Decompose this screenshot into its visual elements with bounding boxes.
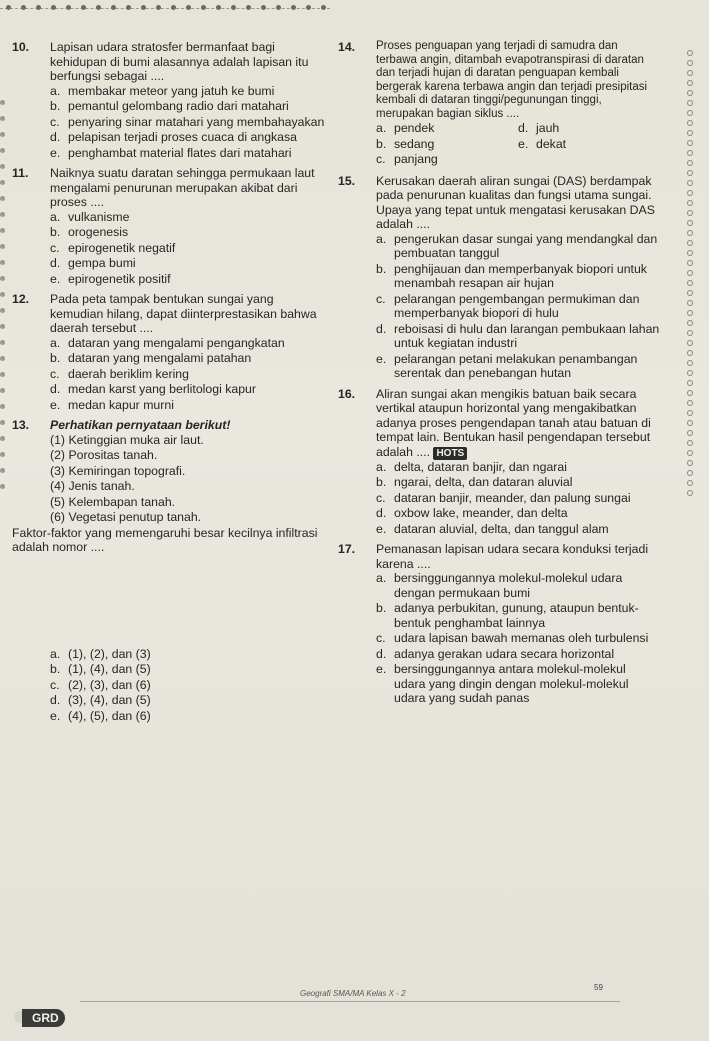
binding-hole — [687, 180, 693, 186]
binding-hole — [0, 308, 5, 313]
option-text: udara lapisan bawah memanas oleh turbulensi — [394, 631, 649, 645]
question-number: 17. — [338, 542, 356, 556]
option-d[interactable] — [376, 322, 660, 351]
option-label: b. — [50, 225, 61, 239]
binding-hole — [0, 228, 5, 233]
binding-hole — [687, 210, 693, 216]
option-text: penghambat material flates dari matahari — [68, 145, 292, 160]
binding-hole — [687, 70, 693, 76]
option-c[interactable] — [376, 152, 518, 167]
options — [12, 336, 330, 413]
option-c[interactable] — [376, 631, 660, 646]
option-c[interactable] — [376, 292, 660, 321]
binding-hole — [0, 212, 5, 217]
option-b[interactable] — [376, 601, 660, 630]
option-label: e. — [376, 521, 387, 536]
binding-dot — [36, 5, 41, 10]
binding-hole — [0, 388, 5, 393]
option-text: penghijauan dan memperbanyak biopori untuk menambah resapan air hujan — [394, 261, 647, 290]
option-label: e. — [50, 145, 61, 160]
option-label: c. — [376, 152, 386, 166]
option-b[interactable] — [50, 662, 330, 677]
binding-dot — [216, 5, 221, 10]
footer-divider — [80, 1001, 620, 1002]
option-a[interactable] — [376, 571, 660, 600]
question-number: 14. — [338, 40, 356, 54]
question-12 — [12, 292, 330, 412]
option-label: c. — [50, 240, 60, 255]
question-17 — [338, 542, 660, 706]
option-label: d. — [50, 256, 61, 270]
options — [338, 571, 660, 706]
binding-hole — [687, 160, 693, 166]
binding-dot — [141, 5, 146, 10]
option-b[interactable] — [376, 262, 660, 291]
option-text: sedang — [394, 136, 435, 151]
binding-hole — [0, 324, 5, 329]
option-label: c. — [50, 366, 60, 381]
option-text: pemantul gelombang radio dari matahari — [68, 99, 289, 113]
binding-hole — [687, 140, 693, 146]
binding-dot — [231, 5, 236, 10]
binding-hole — [0, 100, 5, 105]
option-c[interactable] — [50, 678, 330, 693]
option-d[interactable] — [50, 693, 330, 708]
option-label: a. — [50, 646, 61, 661]
binding-hole — [0, 420, 5, 425]
option-label: d. — [376, 506, 387, 520]
option-text: vulkanisme — [68, 209, 130, 224]
binding-hole — [687, 190, 693, 196]
option-text: adanya perbukitan, gunung, ataupun bentuk-bentuk penghambat lainnya — [394, 601, 639, 630]
binding-hole — [687, 280, 693, 286]
right-column — [338, 40, 660, 712]
option-label: e. — [50, 397, 61, 412]
options — [338, 460, 660, 537]
question-15 — [338, 174, 660, 381]
binding-hole — [687, 290, 693, 296]
option-label: a. — [376, 571, 387, 585]
options — [338, 232, 660, 381]
page-footer — [0, 971, 709, 1041]
binding-dot — [96, 5, 101, 10]
binding-dot — [21, 5, 26, 10]
question-text: Proses penguapan yang terjadi di samudra dan terbawa angin, ditambah evapotranspirasi di daratan dan terjadi hujan di daratan penguapan kembali bergerak karena terbawa angin dan terjadi presipitasi kembali di dataran tinggi/pegunungan tinggi, merupakan bagian siklus .... — [376, 40, 648, 120]
binding-hole — [0, 148, 5, 153]
option-a[interactable] — [376, 460, 660, 475]
question-14 — [338, 40, 660, 168]
binding-hole — [687, 100, 693, 106]
question-16 — [338, 387, 660, 537]
binding-hole — [687, 440, 693, 446]
binding-hole — [687, 260, 693, 266]
question-number: 16. — [338, 386, 356, 401]
option-text: (4), (5), dan (6) — [68, 708, 151, 723]
option-label: d. — [50, 693, 61, 707]
option-e[interactable] — [50, 398, 330, 413]
options — [12, 647, 330, 724]
option-text: delta, dataran banjir, dan ngarai — [394, 459, 567, 474]
option-c[interactable] — [50, 241, 330, 256]
option-text: membakar meteor yang jatuh ke bumi — [68, 83, 275, 98]
statement-item: (5) Kelembapan tanah. — [50, 494, 176, 509]
binding-hole — [687, 450, 693, 456]
binding-dot — [156, 5, 161, 10]
binding-hole — [687, 350, 693, 356]
binding-hole — [0, 116, 5, 121]
option-label: a. — [376, 231, 387, 246]
binding-hole — [0, 356, 5, 361]
option-b[interactable] — [376, 137, 518, 152]
option-a[interactable] — [50, 210, 330, 225]
option-label: d. — [376, 321, 387, 336]
option-b[interactable] — [376, 475, 660, 490]
binding-dot — [276, 5, 281, 10]
option-b[interactable] — [50, 351, 330, 366]
option-label: b. — [376, 475, 387, 489]
hots-badge: HOTS — [433, 447, 467, 460]
option-label: c. — [376, 631, 386, 645]
option-text: dekat — [536, 136, 567, 151]
statement-list — [12, 433, 330, 525]
binding-hole — [687, 230, 693, 236]
binding-hole — [0, 260, 5, 265]
binding-hole — [687, 370, 693, 376]
binding-hole — [687, 400, 693, 406]
question-text: Lapisan udara stratosfer bermanfaat bagi kehidupan di bumi alasannya adalah lapisan itu berfungsi sebagai .... — [50, 40, 309, 83]
option-label: b. — [376, 601, 387, 615]
question-number: 10. — [12, 40, 30, 54]
option-text: adanya gerakan udara secara horizontal — [394, 646, 615, 661]
option-text: pelarangan petani melakukan penambangan serentak dan penebangan hutan — [394, 351, 638, 380]
option-c[interactable] — [376, 491, 660, 506]
option-text: dataran banjir, meander, dan palung sungai — [394, 490, 631, 505]
option-label: b. — [50, 351, 61, 365]
brand-logo: GRD — [22, 1009, 65, 1027]
option-label: c. — [376, 291, 386, 306]
option-text: ngarai, delta, dan dataran aluvial — [394, 475, 573, 489]
option-d[interactable] — [376, 647, 660, 662]
option-text: penyaring sinar matahari yang membahayakan — [68, 114, 325, 129]
binding-hole — [687, 110, 693, 116]
binding-hole — [687, 460, 693, 466]
binding-hole — [0, 196, 5, 201]
question-number: 11. — [12, 166, 29, 180]
option-text: oxbow lake, meander, dan delta — [394, 506, 568, 520]
option-label: b. — [50, 662, 61, 676]
binding-hole — [0, 244, 5, 249]
binding-hole — [0, 372, 5, 377]
option-label: d. — [518, 121, 529, 135]
binding-hole — [687, 50, 693, 56]
binding-holes-right — [687, 50, 699, 500]
binding-strip — [0, 8, 330, 18]
option-text: bersinggungannya molekul-molekul udara dengan permukaan bumi — [394, 571, 623, 600]
option-c[interactable] — [50, 367, 330, 382]
binding-hole — [687, 200, 693, 206]
option-b[interactable] — [50, 225, 330, 240]
option-d[interactable] — [376, 506, 660, 521]
page-number: 59 — [594, 983, 603, 992]
binding-dot — [186, 5, 191, 10]
option-c[interactable] — [50, 115, 330, 130]
binding-hole — [687, 270, 693, 276]
binding-hole — [687, 300, 693, 306]
binding-hole — [687, 150, 693, 156]
option-e[interactable] — [50, 146, 330, 161]
option-a[interactable] — [50, 336, 330, 351]
question-text: Aliran sungai akan mengikis batuan baik secara vertikal ataupun horizontal yang mengakibatkan adanya proses pengendapan tanah atau batuan di tempat lain. Bentukan hasil pengendapan tersebut adalah .... — [376, 386, 651, 459]
option-e[interactable] — [50, 272, 330, 287]
binding-dot — [81, 5, 86, 10]
binding-dot — [51, 5, 56, 10]
answer-space — [50, 561, 300, 641]
option-d[interactable] — [50, 256, 330, 271]
option-label: e. — [50, 271, 61, 286]
option-label: c. — [50, 114, 60, 129]
binding-hole — [687, 380, 693, 386]
binding-dot — [306, 5, 311, 10]
option-text: pengerukan dasar sungai yang mendangkal dan pembuatan tanggul — [394, 231, 658, 260]
binding-hole — [687, 250, 693, 256]
option-a[interactable] — [376, 121, 518, 136]
binding-hole — [0, 180, 5, 185]
question-10 — [12, 40, 330, 160]
option-text: reboisasi di hulu dan larangan pembukaan lahan untuk kegiatan industri — [394, 321, 660, 350]
binding-hole — [687, 120, 693, 126]
binding-hole — [0, 276, 5, 281]
option-text: (1), (2), dan (3) — [68, 646, 151, 661]
option-d[interactable] — [518, 121, 660, 136]
statement-item: (4) Jenis tanah. — [50, 479, 135, 493]
binding-hole — [0, 452, 5, 457]
option-text: medan karst yang berlitologi kapur — [68, 382, 256, 396]
binding-hole — [687, 430, 693, 436]
option-text: pendek — [394, 121, 435, 135]
options — [12, 84, 330, 161]
left-column — [12, 40, 330, 729]
binding-dot — [291, 5, 296, 10]
binding-hole — [687, 480, 693, 486]
option-text: (2), (3), dan (6) — [68, 677, 151, 692]
option-text: (1), (4), dan (5) — [68, 662, 151, 676]
binding-dot — [261, 5, 266, 10]
question-closing: Faktor-faktor yang memengaruhi besar kecilnya infiltrasi adalah nomor .... — [12, 525, 318, 554]
option-text: dataran aluvial, delta, dan tanggul alam — [394, 521, 609, 536]
binding-hole — [687, 330, 693, 336]
option-e[interactable] — [376, 662, 660, 706]
option-label: e. — [376, 662, 387, 676]
option-text: dataran yang mengalami patahan — [68, 351, 252, 365]
option-text: (3), (4), dan (5) — [68, 693, 151, 707]
question-text: Perhatikan pernyataan berikut! — [50, 418, 231, 432]
option-label: c. — [50, 677, 60, 692]
options — [338, 121, 660, 168]
binding-hole — [0, 292, 5, 297]
option-label: b. — [376, 261, 387, 276]
statement-item: (6) Vegetasi penutup tanah. — [50, 510, 202, 524]
question-number: 15. — [338, 173, 356, 188]
binding-hole — [687, 220, 693, 226]
binding-hole — [687, 90, 693, 96]
question-number: 12. — [12, 292, 30, 306]
question-text: Pemanasan lapisan udara secara konduksi terjadi karena .... — [376, 542, 649, 571]
option-text: gempa bumi — [68, 256, 136, 270]
option-label: a. — [50, 83, 61, 98]
option-a[interactable] — [376, 232, 660, 261]
binding-hole — [687, 470, 693, 476]
option-d[interactable] — [50, 130, 330, 145]
binding-dot — [126, 5, 131, 10]
option-text: bersinggungannya antara molekul-molekul udara yang dingin dengan molekul-molekul udara yang sudah panas — [394, 662, 629, 705]
option-text: epirogenetik negatif — [68, 240, 176, 255]
option-text: pelarangan pengembangan permukiman dan memperbanyak biopori di hulu — [394, 291, 640, 320]
question-text: Naiknya suatu daratan sehingga permukaan laut mengalami penurunan merupakan akibat dari proses .... — [50, 166, 315, 209]
binding-hole — [687, 390, 693, 396]
options — [12, 210, 330, 287]
option-e[interactable] — [518, 137, 660, 152]
option-label: a. — [50, 209, 61, 224]
binding-hole — [0, 340, 5, 345]
binding-hole — [687, 320, 693, 326]
option-label: e. — [518, 136, 529, 151]
binding-hole — [0, 404, 5, 409]
option-e[interactable] — [376, 522, 660, 537]
option-label: a. — [50, 335, 61, 350]
question-text: Kerusakan daerah aliran sungai (DAS) berdampak pada penurunan kualitas dan fungsi utama sungai. Upaya yang tepat untuk mengatasi kerusakan DAS adalah .... — [376, 173, 655, 231]
binding-hole — [687, 240, 693, 246]
option-label: b. — [376, 136, 387, 151]
option-label: d. — [376, 646, 387, 661]
binding-dot — [66, 5, 71, 10]
option-a[interactable] — [50, 84, 330, 99]
binding-dot — [321, 5, 326, 10]
option-d[interactable] — [50, 382, 330, 397]
option-text: dataran yang mengalami pengangkatan — [68, 335, 285, 350]
option-text: medan kapur murni — [68, 397, 174, 412]
option-text: panjang — [394, 152, 438, 166]
binding-hole — [687, 170, 693, 176]
binding-hole — [0, 468, 5, 473]
binding-hole — [0, 484, 5, 489]
option-e[interactable] — [50, 709, 330, 724]
binding-hole — [687, 340, 693, 346]
binding-hole — [687, 420, 693, 426]
option-text: jauh — [536, 121, 560, 135]
option-text: daerah beriklim kering — [68, 366, 189, 381]
binding-dot — [201, 5, 206, 10]
binding-holes-left — [0, 100, 6, 500]
option-label: c. — [376, 490, 386, 505]
binding-dot — [6, 5, 11, 10]
question-text: Pada peta tampak bentukan sungai yang kemudian hilang, dapat diinterprestasikan bahwa daerah tersebut .... — [50, 292, 317, 335]
binding-hole — [687, 80, 693, 86]
book-title: Geografi SMA/MA Kelas X - 2 — [300, 989, 406, 998]
option-label: a. — [376, 459, 387, 474]
binding-hole — [0, 132, 5, 137]
option-text: pelapisan terjadi proses cuaca di angkasa — [68, 130, 298, 144]
binding-dot — [246, 5, 251, 10]
option-a[interactable] — [50, 647, 330, 662]
statement-item: (1) Ketinggian muka air laut. — [50, 432, 204, 447]
statement-item: (3) Kemiringan topografi. — [50, 463, 186, 478]
option-label: d. — [50, 130, 61, 144]
binding-dot — [111, 5, 116, 10]
binding-dot — [171, 5, 176, 10]
question-13 — [12, 418, 330, 723]
option-b[interactable] — [50, 99, 330, 114]
option-label: b. — [50, 99, 61, 113]
binding-hole — [687, 410, 693, 416]
binding-hole — [687, 60, 693, 66]
option-label: e. — [50, 708, 61, 723]
question-number: 13. — [12, 418, 30, 432]
binding-hole — [687, 310, 693, 316]
option-label: d. — [50, 382, 61, 396]
option-e[interactable] — [376, 352, 660, 381]
binding-hole — [0, 436, 5, 441]
option-text: orogenesis — [68, 225, 129, 239]
binding-hole — [687, 490, 693, 496]
binding-hole — [0, 164, 5, 169]
option-text: epirogenetik positif — [68, 271, 171, 286]
binding-hole — [687, 360, 693, 366]
option-label: e. — [376, 351, 387, 366]
binding-hole — [687, 130, 693, 136]
question-body — [376, 387, 660, 460]
option-label: a. — [376, 121, 387, 135]
question-11 — [12, 166, 330, 286]
statement-item: (2) Porositas tanah. — [50, 448, 158, 462]
